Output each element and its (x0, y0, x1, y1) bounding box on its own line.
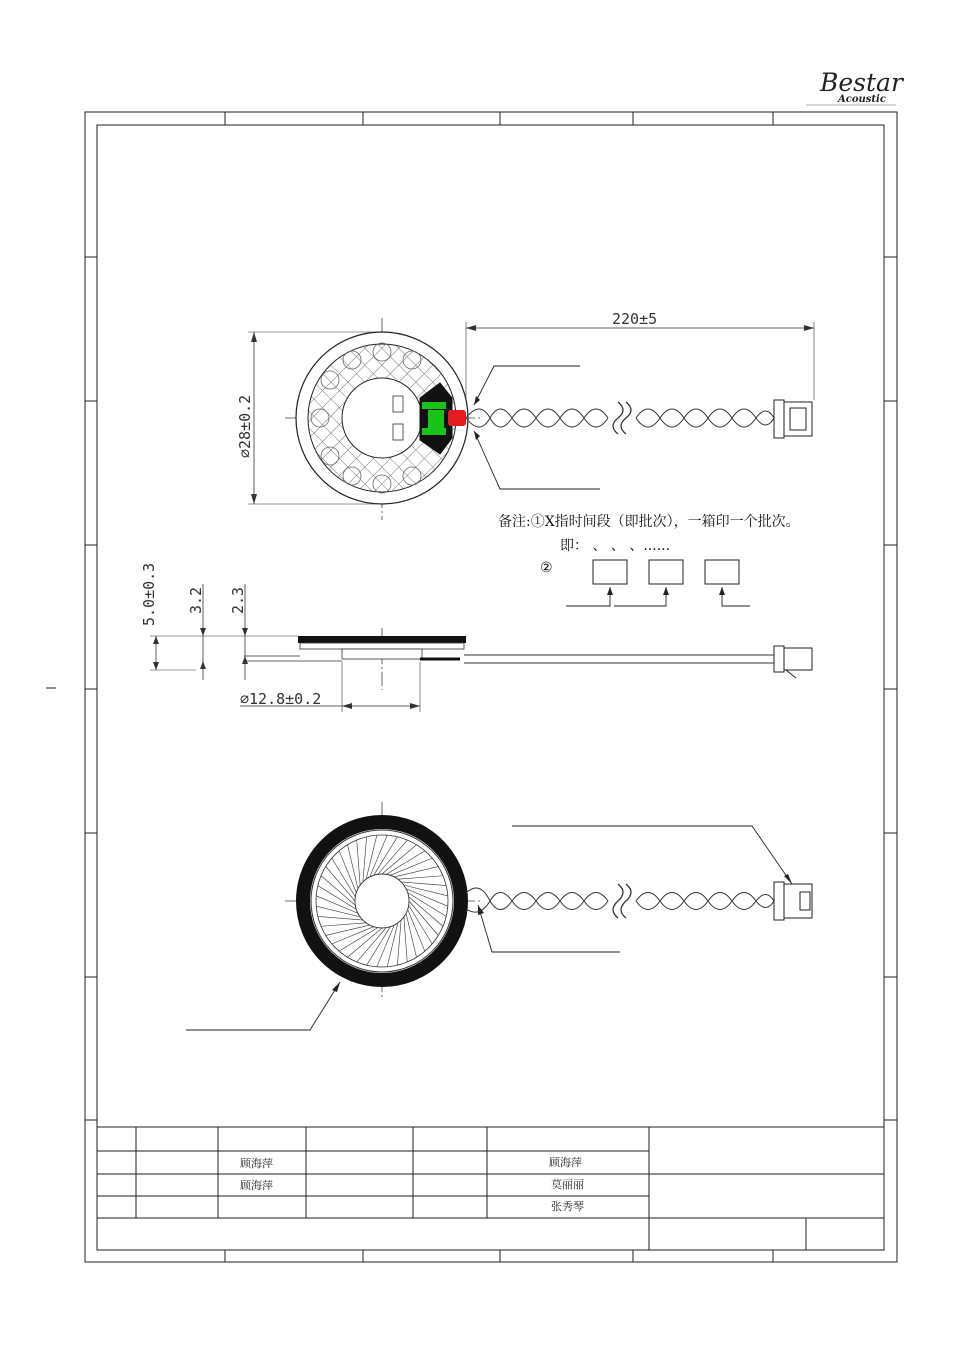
height-a-dimension: 3.2 (187, 586, 205, 614)
bestar-logo (806, 68, 905, 105)
side-diaphragm (298, 636, 466, 643)
diameter-dimension: ⌀28±0.2 (236, 394, 254, 458)
batch-box-1 (593, 560, 627, 584)
cell-row3-name-b: 莫丽丽 (551, 1178, 584, 1191)
green-lead-pad (422, 402, 446, 409)
note-line-1: 备注:①X指时间段（即批次），一箱印一个批次。 (498, 514, 800, 530)
note-marker-2: ② (540, 560, 553, 576)
note-line-2: 即： 、 、 、...... (560, 538, 671, 554)
cell-row4-name-b: 张秀琴 (551, 1200, 584, 1213)
notes (498, 513, 800, 606)
logo-brand-text: Bestar (820, 68, 903, 97)
bottom-view-speaker (186, 802, 812, 1030)
cell-row2-name-b: 顾海萍 (549, 1156, 582, 1169)
batch-box-3 (705, 560, 739, 584)
height-b-dimension: 2.3 (229, 586, 247, 614)
side-view-speaker (140, 563, 812, 712)
top-view-speaker (236, 310, 814, 520)
connector-bottom (774, 882, 812, 920)
title-block (97, 1127, 884, 1250)
red-lead-pad (448, 410, 466, 426)
total-height-dimension: 5.0±0.3 (140, 562, 158, 626)
magnet-diameter-dimension: ⌀12.8±0.2 (240, 690, 322, 708)
cell-row2-name-a: 顾海萍 (240, 1157, 273, 1170)
title-block-names (240, 1155, 584, 1213)
logo-sub-text: Acoustic (838, 94, 886, 105)
connector-top (774, 400, 812, 438)
cable-length-dimension: 220±5 (612, 310, 658, 328)
batch-box-2 (649, 560, 683, 584)
cell-row3-name-a: 顾海萍 (240, 1179, 273, 1192)
drawing-frame (46, 112, 897, 1262)
